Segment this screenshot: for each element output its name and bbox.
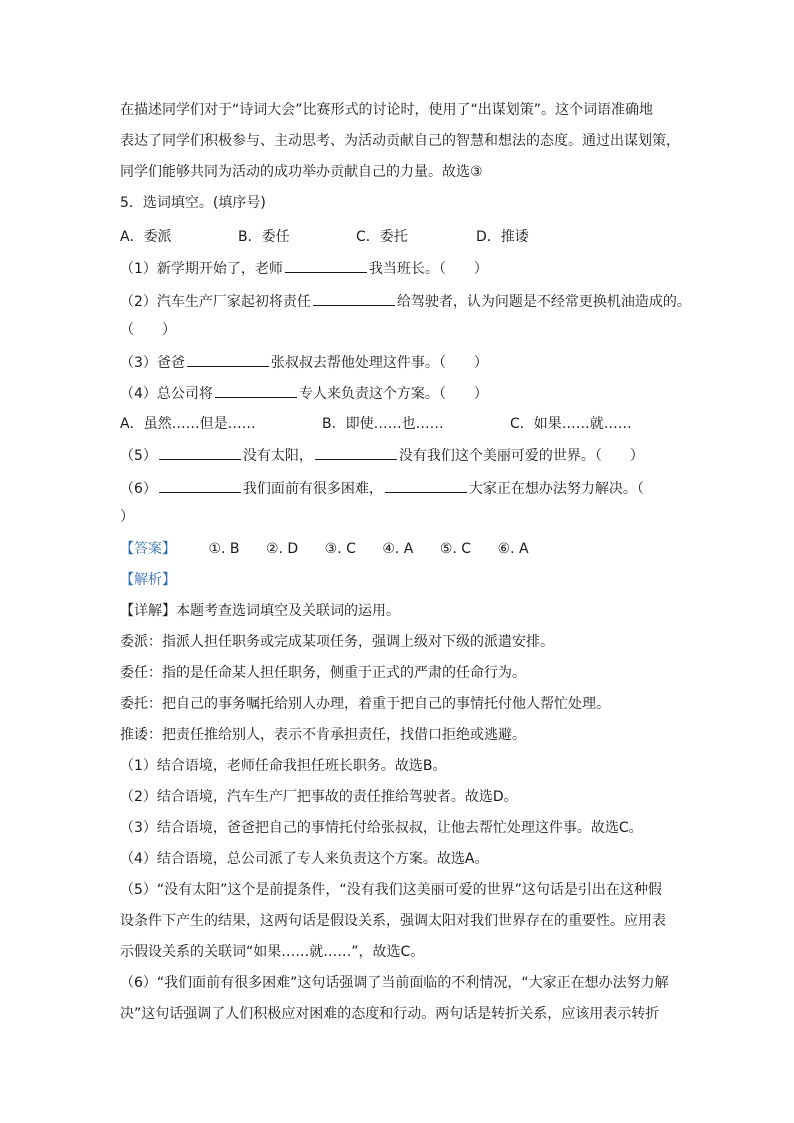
analysis-line: （2）结合语境，汽车生产厂把事故的责任推给驾驶者。故选D。 <box>120 789 518 805</box>
analysis-line: 委托：把自己的事务嘱托给别人办理，着重于把自己的事情托付他人帮忙处理。 <box>120 696 610 712</box>
answer-item: ③. C <box>324 541 356 557</box>
answer-row <box>120 539 680 559</box>
fill-blank[interactable] <box>159 478 241 493</box>
sentence-2-cont: （ ） <box>120 322 176 338</box>
analysis-line: （1）结合语境，老师任命我担任班长职务。故选B。 <box>120 758 447 774</box>
sentence-1: （1）新学期开始了，老师 我当班长。（ ） <box>120 258 680 278</box>
fill-blank[interactable] <box>187 352 269 367</box>
option-a: A．虽然……但是…… <box>120 416 256 432</box>
text-line: 同学们能够共同为活动的成功举办贡献自己的力量。故选③ <box>120 164 483 180</box>
fill-blank[interactable] <box>313 291 395 306</box>
analysis-line: 决”这句话强调了人们积极应对困难的态度和行动。两句话是转折关系，应该用表示转折 <box>120 1006 660 1022</box>
option-c: C．委托 <box>356 229 408 245</box>
question-title: 5．选词填空。(填序号) <box>120 195 266 211</box>
sentence-6: （6） 我们面前有很多困难， 大家正在想办法努力解决。（ <box>120 478 680 498</box>
analysis-line: 委派：指派人担任职务或完成某项任务，强调上级对下级的派遣安排。 <box>120 634 554 650</box>
analysis-line: 【详解】本题考查选词填空及关联词的运用。 <box>120 603 400 619</box>
fill-blank[interactable] <box>285 258 367 273</box>
option-b: B．即使……也…… <box>322 416 444 432</box>
analysis-line: 示假设关系的关联词“如果……就……”，故选C。 <box>120 944 425 960</box>
options-row-1 <box>120 227 680 247</box>
sentence-3: （3）爸爸 张叔叔去帮他处理这件事。（ ） <box>120 352 680 372</box>
fill-blank[interactable] <box>315 445 397 460</box>
analysis-line: （4）结合语境，总公司派了专人来负责这个方案。故选A。 <box>120 851 489 867</box>
option-c: C．如果……就…… <box>510 416 632 432</box>
answer-item: ⑤. C <box>439 541 472 557</box>
analysis-line: （5）“没有太阳”这个是前提条件，“没有我们这美丽可爱的世界”这句话是引出在这种假 <box>120 882 662 898</box>
sentence-4: （4）总公司将 专人来负责这个方案。（ ） <box>120 383 680 403</box>
answer-item: ②. D <box>265 541 299 557</box>
fill-blank[interactable] <box>215 383 297 398</box>
analysis-line: 委任：指的是任命某人担任职务，侧重于正式的严肃的任命行为。 <box>120 665 526 681</box>
answer-item: ⑥. A <box>497 541 529 557</box>
analysis-line: （3）结合语境，爸爸把自己的事情托付给张叔叔，让他去帮忙处理这件事。故选C。 <box>120 820 643 836</box>
analysis-line: （6）“我们面前有很多困难”这句话强调了当前面临的不利情况，“大家正在想办法努力解 <box>120 975 669 991</box>
sentence-5: （5） 没有太阳， 没有我们这个美丽可爱的世界。（ ） <box>120 445 680 465</box>
answer-item: ④. A <box>382 541 414 557</box>
answer-label: 【答案】 <box>120 541 176 557</box>
option-a: A．委派 <box>120 229 172 245</box>
sentence-6-cont: ） <box>120 509 134 525</box>
analysis-line: 设条件下产生的结果，这两句话是假设关系，强调太阳对我们世界存在的重要性。应用表 <box>120 913 666 929</box>
analysis-line: 推诿：把责任推给别人，表示不肯承担责任，找借口拒绝或逃避。 <box>120 727 526 743</box>
answer-item: ①. B <box>208 541 240 557</box>
option-b: B．委任 <box>238 229 290 245</box>
analysis-line <box>120 1035 680 1055</box>
text-line: 表达了同学们积极参与、主动思考、为活动贡献自己的智慧和想法的态度。通过出谋划策， <box>120 133 680 149</box>
options-row-2 <box>120 414 680 434</box>
sentence-2: （2）汽车生产厂家起初将责任 给驾驶者，认为问题是不经常更换机油造成的。 <box>120 291 680 311</box>
fill-blank[interactable] <box>159 445 241 460</box>
text-line: 在描述同学们对于“诗词大会”比赛形式的讨论时，使用了“出谋划策”。这个词语准确地 <box>120 102 654 118</box>
fill-blank[interactable] <box>385 478 467 493</box>
analysis-label: 【解析】 <box>120 572 176 588</box>
option-d: D．推诿 <box>476 229 529 245</box>
